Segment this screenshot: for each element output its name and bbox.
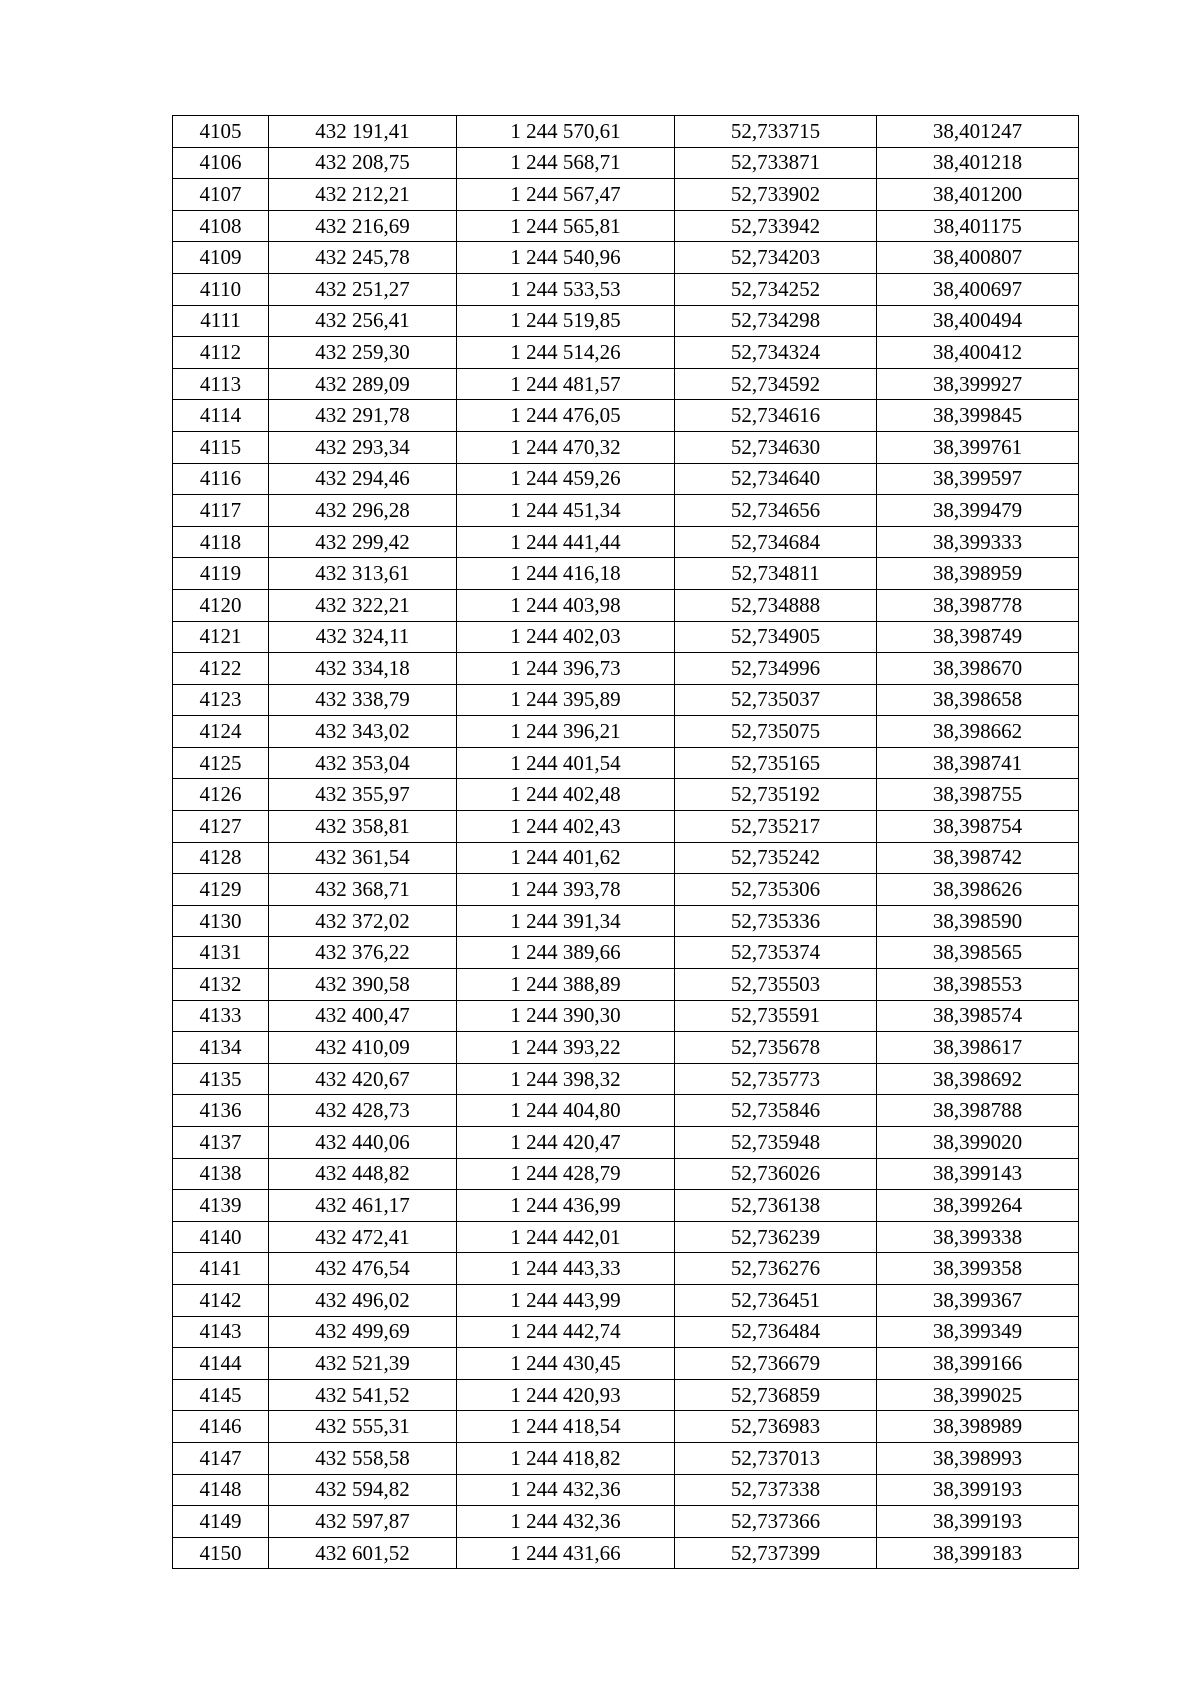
table-row xyxy=(173,653,1079,685)
longitude-cell: 38,401175 xyxy=(877,210,1079,242)
y-coordinate-cell: 1 244 389,66 xyxy=(457,937,675,969)
longitude-cell: 38,399193 xyxy=(877,1506,1079,1538)
point-number-cell: 4145 xyxy=(173,1379,269,1411)
latitude-cell: 52,735503 xyxy=(675,969,877,1001)
point-number-cell: 4140 xyxy=(173,1221,269,1253)
latitude-cell: 52,736983 xyxy=(675,1411,877,1443)
point-number-cell: 4113 xyxy=(173,368,269,400)
x-coordinate-cell: 432 400,47 xyxy=(269,1000,457,1032)
longitude-cell: 38,401200 xyxy=(877,179,1079,211)
latitude-cell: 52,737338 xyxy=(675,1474,877,1506)
x-coordinate-cell: 432 289,09 xyxy=(269,368,457,400)
x-coordinate-cell: 432 322,21 xyxy=(269,589,457,621)
y-coordinate-cell: 1 244 398,32 xyxy=(457,1063,675,1095)
y-coordinate-cell: 1 244 395,89 xyxy=(457,684,675,716)
table-row xyxy=(173,1095,1079,1127)
y-coordinate-cell: 1 244 402,48 xyxy=(457,779,675,811)
table-row xyxy=(173,147,1079,179)
y-coordinate-cell: 1 244 420,47 xyxy=(457,1127,675,1159)
y-coordinate-cell: 1 244 388,89 xyxy=(457,969,675,1001)
y-coordinate-cell: 1 244 391,34 xyxy=(457,905,675,937)
latitude-cell: 52,734630 xyxy=(675,431,877,463)
latitude-cell: 52,734640 xyxy=(675,463,877,495)
y-coordinate-cell: 1 244 567,47 xyxy=(457,179,675,211)
y-coordinate-cell: 1 244 403,98 xyxy=(457,589,675,621)
y-coordinate-cell: 1 244 476,05 xyxy=(457,400,675,432)
table-row xyxy=(173,1284,1079,1316)
latitude-cell: 52,735165 xyxy=(675,747,877,779)
latitude-cell: 52,733871 xyxy=(675,147,877,179)
table-row xyxy=(173,684,1079,716)
y-coordinate-cell: 1 244 481,57 xyxy=(457,368,675,400)
y-coordinate-cell: 1 244 401,54 xyxy=(457,747,675,779)
longitude-cell: 38,398590 xyxy=(877,905,1079,937)
y-coordinate-cell: 1 244 470,32 xyxy=(457,431,675,463)
longitude-cell: 38,399193 xyxy=(877,1474,1079,1506)
table-row xyxy=(173,1537,1079,1569)
x-coordinate-cell: 432 324,11 xyxy=(269,621,457,653)
longitude-cell: 38,398574 xyxy=(877,1000,1079,1032)
longitude-cell: 38,399358 xyxy=(877,1253,1079,1285)
x-coordinate-cell: 432 390,58 xyxy=(269,969,457,1001)
latitude-cell: 52,735242 xyxy=(675,842,877,874)
x-coordinate-cell: 432 294,46 xyxy=(269,463,457,495)
y-coordinate-cell: 1 244 432,36 xyxy=(457,1474,675,1506)
table-row xyxy=(173,1253,1079,1285)
x-coordinate-cell: 432 410,09 xyxy=(269,1032,457,1064)
y-coordinate-cell: 1 244 418,82 xyxy=(457,1442,675,1474)
latitude-cell: 52,735591 xyxy=(675,1000,877,1032)
table-row xyxy=(173,589,1079,621)
latitude-cell: 52,736679 xyxy=(675,1348,877,1380)
x-coordinate-cell: 432 496,02 xyxy=(269,1284,457,1316)
x-coordinate-cell: 432 461,17 xyxy=(269,1190,457,1222)
y-coordinate-cell: 1 244 570,61 xyxy=(457,116,675,148)
point-number-cell: 4129 xyxy=(173,874,269,906)
latitude-cell: 52,734616 xyxy=(675,400,877,432)
x-coordinate-cell: 432 440,06 xyxy=(269,1127,457,1159)
longitude-cell: 38,398658 xyxy=(877,684,1079,716)
y-coordinate-cell: 1 244 533,53 xyxy=(457,273,675,305)
longitude-cell: 38,399264 xyxy=(877,1190,1079,1222)
latitude-cell: 52,735374 xyxy=(675,937,877,969)
point-number-cell: 4148 xyxy=(173,1474,269,1506)
y-coordinate-cell: 1 244 451,34 xyxy=(457,495,675,527)
x-coordinate-cell: 432 245,78 xyxy=(269,242,457,274)
longitude-cell: 38,398626 xyxy=(877,874,1079,906)
point-number-cell: 4124 xyxy=(173,716,269,748)
longitude-cell: 38,399020 xyxy=(877,1127,1079,1159)
y-coordinate-cell: 1 244 402,43 xyxy=(457,811,675,843)
y-coordinate-cell: 1 244 393,22 xyxy=(457,1032,675,1064)
point-number-cell: 4110 xyxy=(173,273,269,305)
longitude-cell: 38,398778 xyxy=(877,589,1079,621)
table-row xyxy=(173,747,1079,779)
longitude-cell: 38,398553 xyxy=(877,969,1079,1001)
point-number-cell: 4127 xyxy=(173,811,269,843)
longitude-cell: 38,398993 xyxy=(877,1442,1079,1474)
latitude-cell: 52,735075 xyxy=(675,716,877,748)
point-number-cell: 4128 xyxy=(173,842,269,874)
point-number-cell: 4132 xyxy=(173,969,269,1001)
y-coordinate-cell: 1 244 431,66 xyxy=(457,1537,675,1569)
table-row xyxy=(173,811,1079,843)
table-row xyxy=(173,210,1079,242)
longitude-cell: 38,400412 xyxy=(877,337,1079,369)
point-number-cell: 4117 xyxy=(173,495,269,527)
x-coordinate-cell: 432 208,75 xyxy=(269,147,457,179)
longitude-cell: 38,399927 xyxy=(877,368,1079,400)
table-row xyxy=(173,495,1079,527)
table-row xyxy=(173,1506,1079,1538)
point-number-cell: 4118 xyxy=(173,526,269,558)
latitude-cell: 52,734298 xyxy=(675,305,877,337)
y-coordinate-cell: 1 244 396,21 xyxy=(457,716,675,748)
point-number-cell: 4116 xyxy=(173,463,269,495)
latitude-cell: 52,735192 xyxy=(675,779,877,811)
latitude-cell: 52,735678 xyxy=(675,1032,877,1064)
table-row xyxy=(173,905,1079,937)
x-coordinate-cell: 432 476,54 xyxy=(269,1253,457,1285)
table-row xyxy=(173,1316,1079,1348)
table-row xyxy=(173,874,1079,906)
point-number-cell: 4138 xyxy=(173,1158,269,1190)
latitude-cell: 52,736026 xyxy=(675,1158,877,1190)
x-coordinate-cell: 432 251,27 xyxy=(269,273,457,305)
x-coordinate-cell: 432 597,87 xyxy=(269,1506,457,1538)
y-coordinate-cell: 1 244 519,85 xyxy=(457,305,675,337)
table-row xyxy=(173,116,1079,148)
point-number-cell: 4146 xyxy=(173,1411,269,1443)
x-coordinate-cell: 432 499,69 xyxy=(269,1316,457,1348)
y-coordinate-cell: 1 244 442,74 xyxy=(457,1316,675,1348)
y-coordinate-cell: 1 244 393,78 xyxy=(457,874,675,906)
longitude-cell: 38,399479 xyxy=(877,495,1079,527)
point-number-cell: 4137 xyxy=(173,1127,269,1159)
point-number-cell: 4130 xyxy=(173,905,269,937)
longitude-cell: 38,398755 xyxy=(877,779,1079,811)
latitude-cell: 52,737399 xyxy=(675,1537,877,1569)
point-number-cell: 4105 xyxy=(173,116,269,148)
x-coordinate-cell: 432 601,52 xyxy=(269,1537,457,1569)
point-number-cell: 4123 xyxy=(173,684,269,716)
latitude-cell: 52,734203 xyxy=(675,242,877,274)
longitude-cell: 38,398742 xyxy=(877,842,1079,874)
latitude-cell: 52,734888 xyxy=(675,589,877,621)
latitude-cell: 52,736239 xyxy=(675,1221,877,1253)
x-coordinate-cell: 432 541,52 xyxy=(269,1379,457,1411)
table-row xyxy=(173,526,1079,558)
latitude-cell: 52,734592 xyxy=(675,368,877,400)
point-number-cell: 4107 xyxy=(173,179,269,211)
x-coordinate-cell: 432 372,02 xyxy=(269,905,457,937)
y-coordinate-cell: 1 244 443,33 xyxy=(457,1253,675,1285)
x-coordinate-cell: 432 313,61 xyxy=(269,558,457,590)
longitude-cell: 38,400807 xyxy=(877,242,1079,274)
x-coordinate-cell: 432 555,31 xyxy=(269,1411,457,1443)
x-coordinate-cell: 432 353,04 xyxy=(269,747,457,779)
latitude-cell: 52,736451 xyxy=(675,1284,877,1316)
y-coordinate-cell: 1 244 540,96 xyxy=(457,242,675,274)
x-coordinate-cell: 432 259,30 xyxy=(269,337,457,369)
x-coordinate-cell: 432 212,21 xyxy=(269,179,457,211)
y-coordinate-cell: 1 244 404,80 xyxy=(457,1095,675,1127)
longitude-cell: 38,398959 xyxy=(877,558,1079,590)
table-row xyxy=(173,1000,1079,1032)
point-number-cell: 4142 xyxy=(173,1284,269,1316)
point-number-cell: 4120 xyxy=(173,589,269,621)
point-number-cell: 4136 xyxy=(173,1095,269,1127)
y-coordinate-cell: 1 244 428,79 xyxy=(457,1158,675,1190)
table-row xyxy=(173,1190,1079,1222)
longitude-cell: 38,398749 xyxy=(877,621,1079,653)
longitude-cell: 38,399166 xyxy=(877,1348,1079,1380)
point-number-cell: 4135 xyxy=(173,1063,269,1095)
longitude-cell: 38,398670 xyxy=(877,653,1079,685)
table-row xyxy=(173,969,1079,1001)
table-row xyxy=(173,1348,1079,1380)
y-coordinate-cell: 1 244 390,30 xyxy=(457,1000,675,1032)
point-number-cell: 4109 xyxy=(173,242,269,274)
longitude-cell: 38,399333 xyxy=(877,526,1079,558)
latitude-cell: 52,735773 xyxy=(675,1063,877,1095)
longitude-cell: 38,399349 xyxy=(877,1316,1079,1348)
latitude-cell: 52,735306 xyxy=(675,874,877,906)
latitude-cell: 52,735846 xyxy=(675,1095,877,1127)
table-row xyxy=(173,400,1079,432)
coordinates-table-body xyxy=(173,116,1079,1569)
table-row xyxy=(173,1158,1079,1190)
y-coordinate-cell: 1 244 418,54 xyxy=(457,1411,675,1443)
latitude-cell: 52,733715 xyxy=(675,116,877,148)
table-row xyxy=(173,1442,1079,1474)
table-row xyxy=(173,305,1079,337)
table-row xyxy=(173,1221,1079,1253)
y-coordinate-cell: 1 244 565,81 xyxy=(457,210,675,242)
point-number-cell: 4115 xyxy=(173,431,269,463)
point-number-cell: 4150 xyxy=(173,1537,269,1569)
latitude-cell: 52,736276 xyxy=(675,1253,877,1285)
x-coordinate-cell: 432 521,39 xyxy=(269,1348,457,1380)
x-coordinate-cell: 432 472,41 xyxy=(269,1221,457,1253)
x-coordinate-cell: 432 428,73 xyxy=(269,1095,457,1127)
longitude-cell: 38,401218 xyxy=(877,147,1079,179)
longitude-cell: 38,399183 xyxy=(877,1537,1079,1569)
latitude-cell: 52,735948 xyxy=(675,1127,877,1159)
longitude-cell: 38,398989 xyxy=(877,1411,1079,1443)
point-number-cell: 4143 xyxy=(173,1316,269,1348)
point-number-cell: 4141 xyxy=(173,1253,269,1285)
point-number-cell: 4147 xyxy=(173,1442,269,1474)
longitude-cell: 38,398741 xyxy=(877,747,1079,779)
point-number-cell: 4114 xyxy=(173,400,269,432)
point-number-cell: 4144 xyxy=(173,1348,269,1380)
longitude-cell: 38,400697 xyxy=(877,273,1079,305)
table-row xyxy=(173,242,1079,274)
x-coordinate-cell: 432 558,58 xyxy=(269,1442,457,1474)
longitude-cell: 38,400494 xyxy=(877,305,1079,337)
longitude-cell: 38,399597 xyxy=(877,463,1079,495)
point-number-cell: 4125 xyxy=(173,747,269,779)
point-number-cell: 4133 xyxy=(173,1000,269,1032)
point-number-cell: 4108 xyxy=(173,210,269,242)
y-coordinate-cell: 1 244 441,44 xyxy=(457,526,675,558)
table-row xyxy=(173,621,1079,653)
latitude-cell: 52,735336 xyxy=(675,905,877,937)
y-coordinate-cell: 1 244 416,18 xyxy=(457,558,675,590)
y-coordinate-cell: 1 244 514,26 xyxy=(457,337,675,369)
x-coordinate-cell: 432 216,69 xyxy=(269,210,457,242)
table-row xyxy=(173,273,1079,305)
latitude-cell: 52,736138 xyxy=(675,1190,877,1222)
point-number-cell: 4131 xyxy=(173,937,269,969)
point-number-cell: 4119 xyxy=(173,558,269,590)
x-coordinate-cell: 432 291,78 xyxy=(269,400,457,432)
point-number-cell: 4121 xyxy=(173,621,269,653)
x-coordinate-cell: 432 334,18 xyxy=(269,653,457,685)
table-row xyxy=(173,1379,1079,1411)
x-coordinate-cell: 432 448,82 xyxy=(269,1158,457,1190)
longitude-cell: 38,399845 xyxy=(877,400,1079,432)
y-coordinate-cell: 1 244 402,03 xyxy=(457,621,675,653)
x-coordinate-cell: 432 368,71 xyxy=(269,874,457,906)
latitude-cell: 52,736859 xyxy=(675,1379,877,1411)
table-row xyxy=(173,431,1079,463)
y-coordinate-cell: 1 244 430,45 xyxy=(457,1348,675,1380)
longitude-cell: 38,399143 xyxy=(877,1158,1079,1190)
longitude-cell: 38,401247 xyxy=(877,116,1079,148)
table-row xyxy=(173,368,1079,400)
longitude-cell: 38,398788 xyxy=(877,1095,1079,1127)
latitude-cell: 52,735217 xyxy=(675,811,877,843)
y-coordinate-cell: 1 244 459,26 xyxy=(457,463,675,495)
latitude-cell: 52,734656 xyxy=(675,495,877,527)
table-row xyxy=(173,558,1079,590)
longitude-cell: 38,398565 xyxy=(877,937,1079,969)
table-row xyxy=(173,779,1079,811)
table-row xyxy=(173,716,1079,748)
x-coordinate-cell: 432 293,34 xyxy=(269,431,457,463)
y-coordinate-cell: 1 244 442,01 xyxy=(457,1221,675,1253)
table-row xyxy=(173,937,1079,969)
table-row xyxy=(173,1032,1079,1064)
longitude-cell: 38,398692 xyxy=(877,1063,1079,1095)
y-coordinate-cell: 1 244 420,93 xyxy=(457,1379,675,1411)
x-coordinate-cell: 432 376,22 xyxy=(269,937,457,969)
table-row xyxy=(173,337,1079,369)
latitude-cell: 52,736484 xyxy=(675,1316,877,1348)
point-number-cell: 4134 xyxy=(173,1032,269,1064)
x-coordinate-cell: 432 594,82 xyxy=(269,1474,457,1506)
table-row xyxy=(173,842,1079,874)
longitude-cell: 38,398662 xyxy=(877,716,1079,748)
latitude-cell: 52,734996 xyxy=(675,653,877,685)
table-row xyxy=(173,1411,1079,1443)
coordinates-table xyxy=(172,115,1079,1569)
point-number-cell: 4139 xyxy=(173,1190,269,1222)
point-number-cell: 4111 xyxy=(173,305,269,337)
latitude-cell: 52,737013 xyxy=(675,1442,877,1474)
x-coordinate-cell: 432 299,42 xyxy=(269,526,457,558)
longitude-cell: 38,398617 xyxy=(877,1032,1079,1064)
latitude-cell: 52,733902 xyxy=(675,179,877,211)
x-coordinate-cell: 432 343,02 xyxy=(269,716,457,748)
longitude-cell: 38,399025 xyxy=(877,1379,1079,1411)
table-row xyxy=(173,1127,1079,1159)
point-number-cell: 4122 xyxy=(173,653,269,685)
x-coordinate-cell: 432 420,67 xyxy=(269,1063,457,1095)
x-coordinate-cell: 432 191,41 xyxy=(269,116,457,148)
latitude-cell: 52,735037 xyxy=(675,684,877,716)
latitude-cell: 52,734905 xyxy=(675,621,877,653)
table-row xyxy=(173,179,1079,211)
longitude-cell: 38,399338 xyxy=(877,1221,1079,1253)
y-coordinate-cell: 1 244 396,73 xyxy=(457,653,675,685)
x-coordinate-cell: 432 296,28 xyxy=(269,495,457,527)
x-coordinate-cell: 432 355,97 xyxy=(269,779,457,811)
longitude-cell: 38,399367 xyxy=(877,1284,1079,1316)
y-coordinate-cell: 1 244 432,36 xyxy=(457,1506,675,1538)
latitude-cell: 52,734252 xyxy=(675,273,877,305)
longitude-cell: 38,398754 xyxy=(877,811,1079,843)
y-coordinate-cell: 1 244 443,99 xyxy=(457,1284,675,1316)
table-row xyxy=(173,1474,1079,1506)
latitude-cell: 52,733942 xyxy=(675,210,877,242)
y-coordinate-cell: 1 244 436,99 xyxy=(457,1190,675,1222)
point-number-cell: 4126 xyxy=(173,779,269,811)
y-coordinate-cell: 1 244 568,71 xyxy=(457,147,675,179)
x-coordinate-cell: 432 338,79 xyxy=(269,684,457,716)
y-coordinate-cell: 1 244 401,62 xyxy=(457,842,675,874)
point-number-cell: 4149 xyxy=(173,1506,269,1538)
x-coordinate-cell: 432 256,41 xyxy=(269,305,457,337)
latitude-cell: 52,734684 xyxy=(675,526,877,558)
table-row xyxy=(173,1063,1079,1095)
x-coordinate-cell: 432 358,81 xyxy=(269,811,457,843)
table-row xyxy=(173,463,1079,495)
latitude-cell: 52,734324 xyxy=(675,337,877,369)
latitude-cell: 52,737366 xyxy=(675,1506,877,1538)
latitude-cell: 52,734811 xyxy=(675,558,877,590)
point-number-cell: 4112 xyxy=(173,337,269,369)
x-coordinate-cell: 432 361,54 xyxy=(269,842,457,874)
longitude-cell: 38,399761 xyxy=(877,431,1079,463)
point-number-cell: 4106 xyxy=(173,147,269,179)
